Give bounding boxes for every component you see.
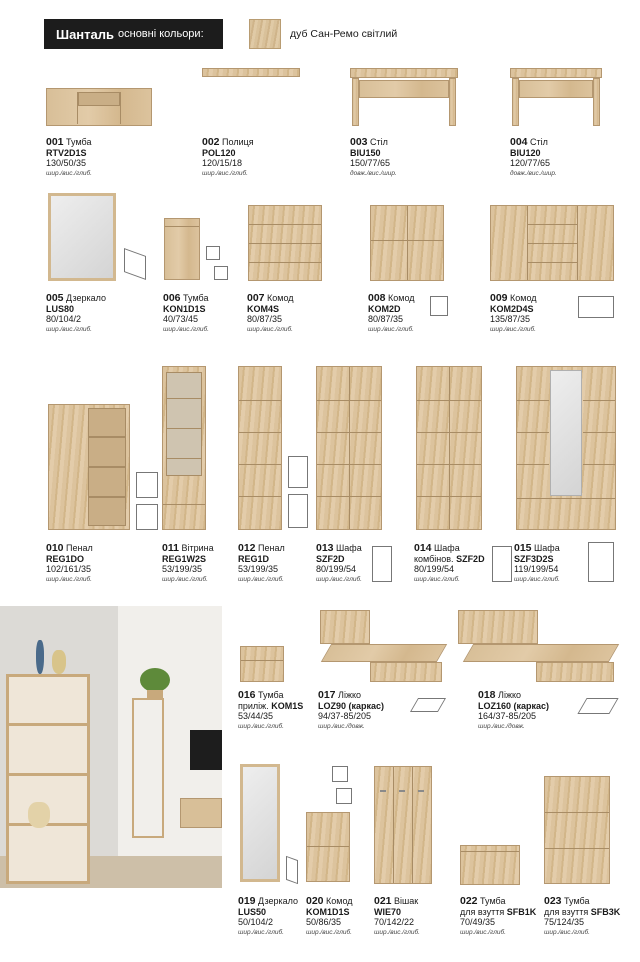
product-label-010: 010 Пенал REG1DO 102/161/35 шир./вис./глиб. xyxy=(46,542,93,583)
product-label-022: 022 Тумба для взуття SFB1K 70/49/35 шир./вис./глиб. xyxy=(460,895,537,936)
product-label-009: 009 Комод KOM2D4S 135/87/35 шир./вис./глиб. xyxy=(490,292,537,333)
product-image-012 xyxy=(238,366,282,530)
product-label-019: 019 Дзеркало LUS50 50/104/2 шир./вис./глиб. xyxy=(238,895,298,936)
product-label-023: 023 Тумба для взуття SFB3K 75/124/35 шир./вис./глиб. xyxy=(544,895,621,936)
collection-name: Шанталь xyxy=(56,26,114,42)
product-image-002 xyxy=(202,68,300,77)
product-label-008: 008 Комод KOM2D 80/87/35 шир./вис./глиб. xyxy=(368,292,415,333)
product-label-015: 015 Шафа SZF3D2S 119/199/54 шир./вис./глиб. xyxy=(514,542,560,583)
product-image-004 xyxy=(510,68,602,78)
interior-photo xyxy=(0,606,222,888)
product-label-002: 002 Полиця POL120 120/15/18 шир./вис./глиб. xyxy=(202,136,254,177)
product-image-019 xyxy=(240,764,280,882)
product-label-011: 011 Вітрина REG1W2S 53/199/35 шир./вис./глиб. xyxy=(162,542,214,583)
product-label-018: 018 Ліжко LOZ160 (каркас) 164/37-85/205 шир./вис./довж. xyxy=(478,689,550,730)
color-name: дуб Сан-Ремо світлий xyxy=(290,28,398,40)
product-image-021 xyxy=(374,766,432,884)
product-image-020 xyxy=(306,812,350,882)
collection-subtitle: основні кольори: xyxy=(118,28,204,40)
product-label-016: 016 Тумба приліж. KOM1S 53/44/35 шир./вис./глиб. xyxy=(238,689,304,730)
product-label-001: 001 Тумба RTV2D1S 130/50/35 шир./вис./глиб. xyxy=(46,136,92,177)
product-label-007: 007 Комод KOM4S 80/87/35 шир./вис./глиб. xyxy=(247,292,294,333)
product-label-020: 020 Комод KOM1D1S 50/86/35 шир./вис./глиб. xyxy=(306,895,353,936)
product-label-005: 005 Дзеркало LUS80 80/104/2 шир./вис./глиб. xyxy=(46,292,106,333)
product-label-017: 017 Ліжко LOZ90 (каркас) 94/37-85/205 шир./вис./довж. xyxy=(318,689,385,730)
product-image-018 xyxy=(458,610,538,644)
product-label-003: 003 Стіл BIU150 150/77/65 довж./вис./шир. xyxy=(350,136,397,177)
product-image-017 xyxy=(320,610,370,644)
product-label-021: 021 Вішак WIE70 70/142/22 шир./вис./глиб. xyxy=(374,895,420,936)
product-label-004: 004 Стіл BIU120 120/77/65 довж./вис./шир. xyxy=(510,136,557,177)
color-swatch xyxy=(249,19,281,49)
product-label-006: 006 Тумба KON1D1S 40/73/45 шир./вис./глиб. xyxy=(163,292,209,333)
product-label-013: 013 Шафа SZF2D 80/199/54 шир./вис./глиб. xyxy=(316,542,362,583)
product-image-006 xyxy=(164,218,200,280)
product-image-003 xyxy=(350,68,458,78)
product-label-012: 012 Пенал REG1D 53/199/35 шир./вис./глиб. xyxy=(238,542,285,583)
product-image-005 xyxy=(48,193,116,281)
product-label-014: 014 Шафа комбінов. SZF2D 80/199/54 шир./вис./глиб. xyxy=(414,542,485,583)
product-image-016 xyxy=(240,646,284,682)
collection-header xyxy=(44,19,223,49)
product-image-023 xyxy=(544,776,610,884)
